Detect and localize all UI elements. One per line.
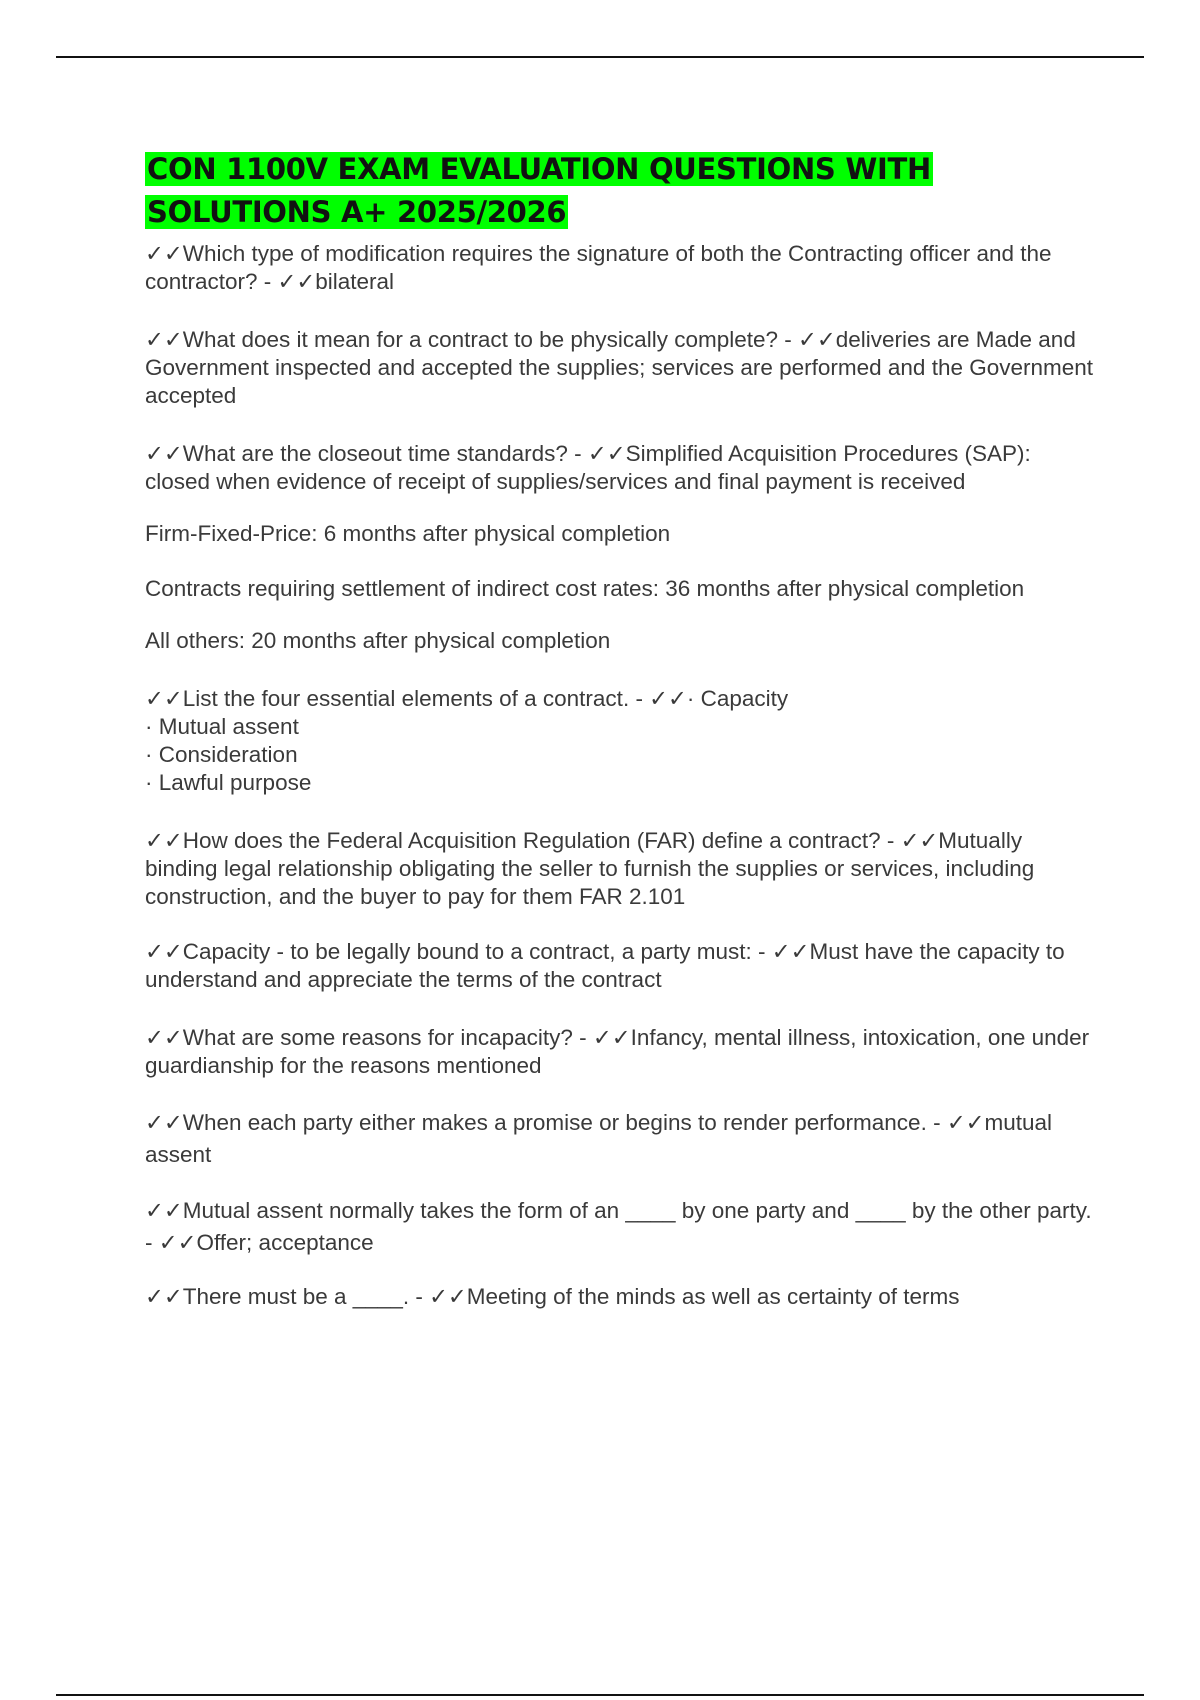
qa-item-modification: ✓✓Which type of modification requires the signature of both the Contracting officer and the contractor? - ✓✓bilateral (145, 241, 1052, 294)
element-consideration: · Consideration (145, 742, 298, 767)
document-body (145, 148, 1095, 1311)
qa-item-closeout-standards: ✓✓What are the closeout time standards? - ✓✓Simplified Acquisition Procedures (SAP): closed when evidence of receipt of supplies/services and final payment is received (145, 441, 1031, 494)
footer-rule (56, 1694, 1144, 1696)
header-rule (56, 56, 1144, 58)
qa-item-far-definition: ✓✓How does the Federal Acquisition Regulation (FAR) define a contract? - ✓✓Mutually binding legal relationship obligating the seller to furnish the supplies or services, including construction, and the buyer to pay for them FAR 2.101 (145, 828, 1035, 909)
qa-item-meeting-of-minds: ✓✓There must be a ____. - ✓✓Meeting of the minds as well as certainty of terms (145, 1284, 960, 1309)
qa-item-incapacity: ✓✓What are some reasons for incapacity? - ✓✓Infancy, mental illness, intoxication, one under guardianship for the reasons mentioned (145, 1025, 1090, 1078)
qa-item-offer-acceptance: ✓✓Mutual assent normally takes the form of an ____ by one party and ____ by the other party. - ✓✓Offer; acceptance (145, 1198, 1092, 1255)
element-lawful-purpose: · Lawful purpose (145, 770, 312, 795)
standard-firm-fixed-price: Firm-Fixed-Price: 6 months after physical completion (145, 521, 671, 546)
qa-item-capacity: ✓✓Capacity - to be legally bound to a contract, a party must: - ✓✓Must have the capacity to understand and appreciate the terms of the contract (145, 939, 1065, 992)
element-mutual-assent: · Mutual assent (145, 714, 299, 739)
qa-item-physically-complete: ✓✓What does it mean for a contract to be physically complete? - ✓✓deliveries are Made and Government inspected and accepted the supplies; services are performed and the Government accepted (145, 327, 1094, 408)
essential-elements-question: ✓✓List the four essential elements of a contract. - ✓✓· Capacity (145, 686, 789, 711)
standard-indirect-cost-rates: Contracts requiring settlement of indirect cost rates: 36 months after physical completion (145, 576, 1025, 601)
document-title: CON 1100V EXAM EVALUATION QUESTIONS WITH SOLUTIONS A+ 2025/2026 (147, 152, 931, 229)
qa-item-essential-elements (145, 685, 1095, 797)
qa-item-mutual-assent: ✓✓When each party either makes a promise or begins to render performance. - ✓✓mutual assent (145, 1110, 1053, 1167)
standard-all-others: All others: 20 months after physical completion (145, 628, 611, 653)
